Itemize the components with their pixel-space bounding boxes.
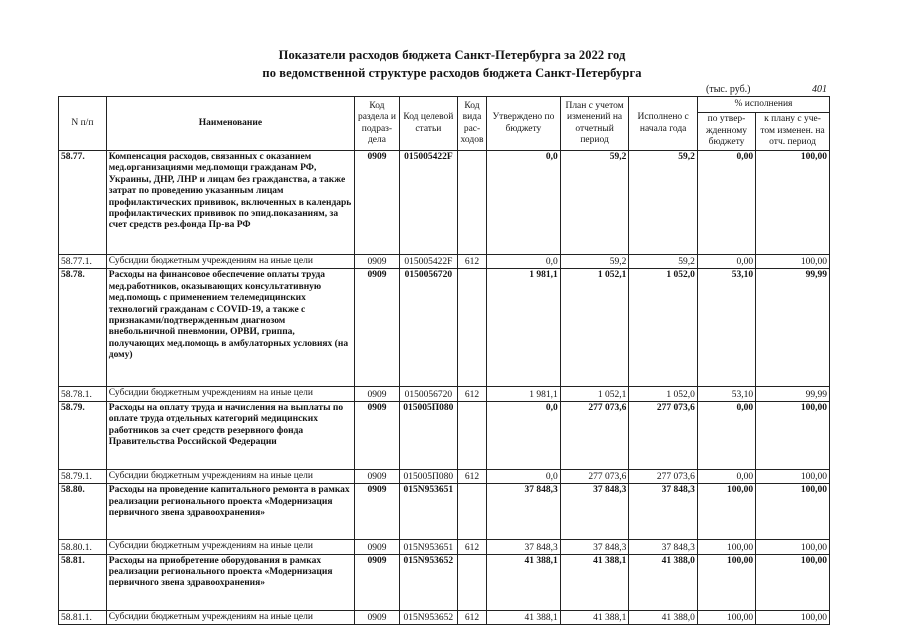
- cell-name: Расходы на оплату труда и начисления на выплаты по оплате труда отдельных категорий медицинских работников за счет средств резервного фонда Правительства Российской Федерации: [106, 401, 354, 469]
- cell-executed: 37 848,3: [629, 484, 698, 540]
- cell-plan: 1 052,1: [560, 387, 629, 401]
- cell-pct-plan: 99,99: [756, 269, 830, 387]
- cell-approved: 0,0: [487, 401, 561, 469]
- cell-approved: 41 388,1: [487, 610, 561, 624]
- header-executed: Исполнено с начала года: [629, 97, 698, 151]
- cell-name: Субсидии бюджетным учреждениям на иные цели: [106, 469, 354, 483]
- cell-num: 58.81.: [59, 554, 107, 610]
- cell-vid: [457, 484, 486, 540]
- cell-executed: 277 073,6: [629, 401, 698, 469]
- cell-name: Расходы на проведение капитального ремонта в рамках реализации регионального проекта «Модернизация первичного звена здравоохранения»: [106, 484, 354, 540]
- header-num: N п/п: [59, 97, 107, 151]
- header-plan: План с учетом изменений на отчетный период: [560, 97, 629, 151]
- cell-pct-plan: 100,00: [756, 610, 830, 624]
- cell-pct-approved: 0,00: [697, 151, 755, 255]
- cell-name: Компенсация расходов, связанных с оказанием мед.организациями мед.помощи гражданам РФ, Украины, ДНР, ЛНР и лицам без гражданства, а также затрат по проведению указанным лицам профилактических прививок, включенных в календарь профилактических прививок по эпид.показаниям, за счет средств рез.фонда Пр-ва РФ: [106, 151, 354, 255]
- cell-plan: 1 052,1: [560, 269, 629, 387]
- cell-vid: [457, 151, 486, 255]
- cell-plan: 41 388,1: [560, 554, 629, 610]
- cell-statya: 015005422F: [399, 255, 457, 269]
- table-row-subsidy: [59, 387, 830, 401]
- cell-razdel: 0909: [355, 387, 400, 401]
- cell-num: 58.80.1.: [59, 540, 107, 554]
- table-row-expense: [59, 151, 830, 255]
- cell-approved: 41 388,1: [487, 554, 561, 610]
- cell-pct-approved: 0,00: [697, 469, 755, 483]
- header-statya: Код целевой статьи: [399, 97, 457, 151]
- cell-razdel: 0909: [355, 401, 400, 469]
- cell-pct-approved: 100,00: [697, 540, 755, 554]
- cell-name: Субсидии бюджетным учреждениям на иные цели: [106, 387, 354, 401]
- cell-pct-approved: 100,00: [697, 554, 755, 610]
- cell-approved: 0,0: [487, 151, 561, 255]
- cell-pct-approved: 53,10: [697, 387, 755, 401]
- cell-plan: 41 388,1: [560, 610, 629, 624]
- cell-plan: 277 073,6: [560, 469, 629, 483]
- cell-num: 58.80.: [59, 484, 107, 540]
- cell-razdel: 0909: [355, 484, 400, 540]
- cell-approved: 1 981,1: [487, 269, 561, 387]
- cell-executed: 59,2: [629, 255, 698, 269]
- cell-vid: 612: [457, 469, 486, 483]
- cell-statya: 015N953652: [399, 554, 457, 610]
- cell-razdel: 0909: [355, 540, 400, 554]
- cell-num: 58.81.1.: [59, 610, 107, 624]
- cell-plan: 37 848,3: [560, 484, 629, 540]
- cell-vid: 612: [457, 387, 486, 401]
- table-row-subsidy: [59, 610, 830, 624]
- budget-table: [58, 96, 830, 625]
- header-pct-approved: по утвер- жденному бюджету: [697, 113, 755, 151]
- cell-num: 58.77.1.: [59, 255, 107, 269]
- cell-razdel: 0909: [355, 255, 400, 269]
- cell-razdel: 0909: [355, 469, 400, 483]
- table-row-expense: [59, 554, 830, 610]
- cell-vid: 612: [457, 255, 486, 269]
- cell-executed: 41 388,0: [629, 554, 698, 610]
- cell-statya: 015005П080: [399, 469, 457, 483]
- cell-vid: 612: [457, 610, 486, 624]
- cell-num: 58.77.: [59, 151, 107, 255]
- cell-num: 58.78.1.: [59, 387, 107, 401]
- cell-executed: 1 052,0: [629, 269, 698, 387]
- cell-name: Расходы на приобретение оборудования в рамках реализации регионального проекта «Модернизация первичного звена здравоохранения»: [106, 554, 354, 610]
- header-percent-group: % исполнения: [697, 97, 829, 113]
- cell-approved: 37 848,3: [487, 484, 561, 540]
- cell-executed: 277 073,6: [629, 469, 698, 483]
- units-label: (тыс. руб.): [706, 84, 751, 95]
- cell-executed: 41 388,0: [629, 610, 698, 624]
- cell-num: 58.78.: [59, 269, 107, 387]
- cell-executed: 37 848,3: [629, 540, 698, 554]
- cell-approved: 0,0: [487, 255, 561, 269]
- cell-pct-plan: 100,00: [756, 469, 830, 483]
- cell-razdel: 0909: [355, 554, 400, 610]
- cell-statya: 0150056720: [399, 387, 457, 401]
- cell-razdel: 0909: [355, 610, 400, 624]
- cell-pct-plan: 100,00: [756, 401, 830, 469]
- cell-pct-plan: 99,99: [756, 387, 830, 401]
- table-row-expense: [59, 484, 830, 540]
- cell-plan: 277 073,6: [560, 401, 629, 469]
- table-row-expense: [59, 401, 830, 469]
- cell-plan: 59,2: [560, 255, 629, 269]
- cell-pct-plan: 100,00: [756, 540, 830, 554]
- header-vid: Код вида рас- ходов: [457, 97, 486, 151]
- cell-razdel: 0909: [355, 269, 400, 387]
- table-row-expense: [59, 269, 830, 387]
- cell-razdel: 0909: [355, 151, 400, 255]
- cell-approved: 1 981,1: [487, 387, 561, 401]
- cell-statya: 015005422F: [399, 151, 457, 255]
- cell-approved: 37 848,3: [487, 540, 561, 554]
- cell-pct-plan: 100,00: [756, 554, 830, 610]
- header-razdel: Код раздела и подраз- дела: [355, 97, 400, 151]
- cell-pct-approved: 0,00: [697, 255, 755, 269]
- table-row-subsidy: [59, 469, 830, 483]
- page-number: 401: [812, 84, 827, 95]
- cell-pct-approved: 100,00: [697, 484, 755, 540]
- cell-pct-plan: 100,00: [756, 255, 830, 269]
- cell-plan: 59,2: [560, 151, 629, 255]
- cell-vid: [457, 269, 486, 387]
- table-row-subsidy: [59, 255, 830, 269]
- document-title-line-2: по ведомственной структуре расходов бюджета Санкт-Петербурга: [262, 66, 642, 80]
- cell-pct-approved: 53,10: [697, 269, 755, 387]
- table-body: [59, 151, 830, 625]
- cell-statya: 015N953652: [399, 610, 457, 624]
- document-title-line-1: Показатели расходов бюджета Санкт-Петербурга за 2022 год: [278, 48, 626, 62]
- cell-plan: 37 848,3: [560, 540, 629, 554]
- cell-statya: 015005П080: [399, 401, 457, 469]
- cell-name: Субсидии бюджетным учреждениям на иные цели: [106, 610, 354, 624]
- header-name: Наименование: [106, 97, 354, 151]
- header-pct-plan: к плану с уче- том изменен. на отч. период: [756, 113, 830, 151]
- cell-num: 58.79.: [59, 401, 107, 469]
- cell-executed: 1 052,0: [629, 387, 698, 401]
- cell-pct-plan: 100,00: [756, 484, 830, 540]
- cell-pct-approved: 0,00: [697, 401, 755, 469]
- table-row-subsidy: [59, 540, 830, 554]
- cell-statya: 015N953651: [399, 484, 457, 540]
- cell-vid: 612: [457, 540, 486, 554]
- cell-statya: 0150056720: [399, 269, 457, 387]
- cell-name: Расходы на финансовое обеспечение оплаты труда мед.работников, оказывающих консультативную мед.помощь с применением телемедицинских технологий гражданам с COVID-19, а также с признаками/подтвержденным диагнозом внебольничной пневмонии, ОРВИ, гриппа, получающих мед.помощь в амбулаторных условиях (на дому): [106, 269, 354, 387]
- cell-statya: 015N953651: [399, 540, 457, 554]
- cell-pct-plan: 100,00: [756, 151, 830, 255]
- cell-approved: 0,0: [487, 469, 561, 483]
- cell-vid: [457, 401, 486, 469]
- cell-name: Субсидии бюджетным учреждениям на иные цели: [106, 540, 354, 554]
- cell-pct-approved: 100,00: [697, 610, 755, 624]
- cell-num: 58.79.1.: [59, 469, 107, 483]
- cell-vid: [457, 554, 486, 610]
- header-approved: Утверждено по бюджету: [487, 97, 561, 151]
- cell-executed: 59,2: [629, 151, 698, 255]
- cell-name: Субсидии бюджетным учреждениям на иные цели: [106, 255, 354, 269]
